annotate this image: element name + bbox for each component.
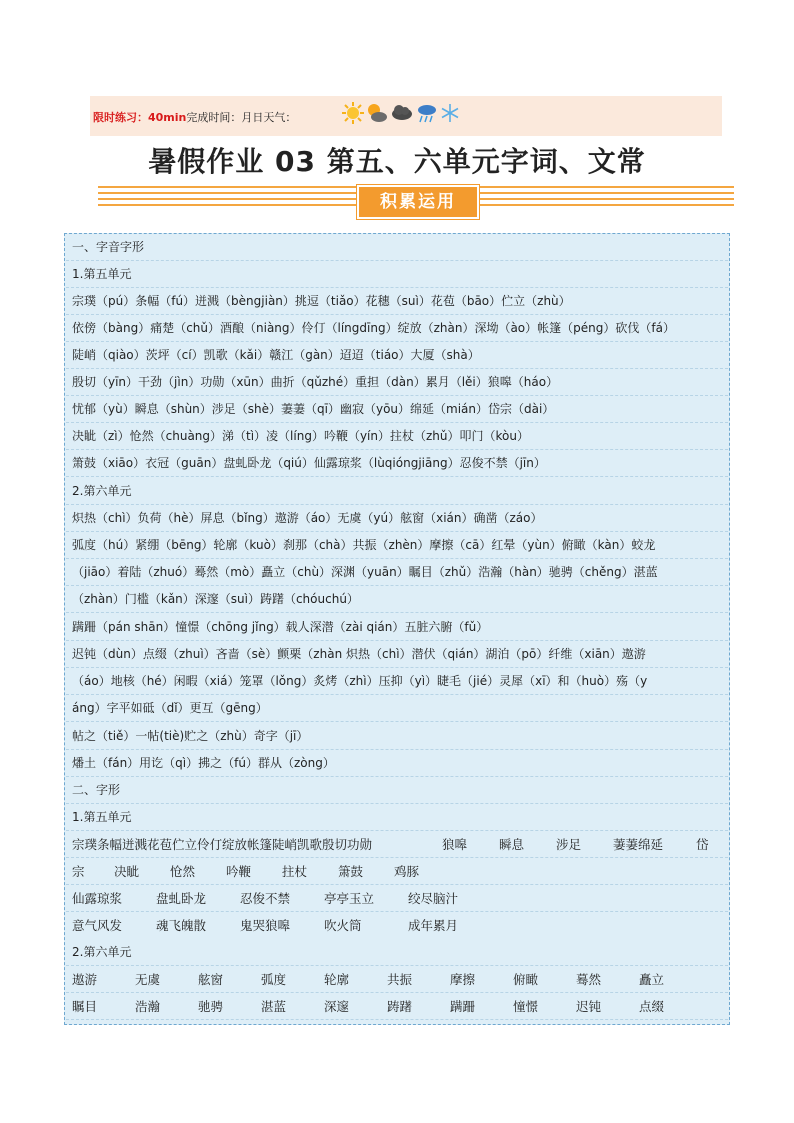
word-cell: 亭亭玉立: [324, 891, 375, 906]
row-divider: [66, 694, 728, 695]
word-cell: 忍俊不禁: [240, 891, 291, 906]
word-cell: 驰骋: [198, 999, 224, 1014]
row-divider: [66, 830, 728, 831]
word-cell: 吟鞭: [226, 864, 252, 879]
word-cell: 岱: [696, 837, 709, 852]
word-cell: 憧憬: [513, 999, 539, 1014]
word-cell: 舷窗: [198, 972, 224, 987]
row-divider: [66, 1019, 728, 1020]
word-cell: 箫鼓: [338, 864, 364, 879]
row-divider: [66, 803, 728, 804]
row-divider: [66, 531, 728, 532]
word-cell: 决眦: [114, 864, 140, 879]
word-cell: 绞尽脑汁: [408, 891, 459, 906]
row-divider: [66, 422, 728, 423]
content-line: 忧郁（yù）瞬息（shùn）涉足（shè）萋萋（qī）幽寂（yōu）绵延（mián）岱宗（dài）: [72, 402, 555, 416]
word-cell: 摩擦: [450, 972, 476, 987]
word-cell: 踌躇: [387, 999, 413, 1014]
section-label: 2.第六单元: [72, 945, 132, 959]
content-line: 陡峭（qiào）茨坪（cí）凯歌（kǎi）赣江（gàn）迢迢（tiáo）大厦（shà）: [72, 348, 480, 362]
content-line: 一、字音字形: [72, 240, 145, 254]
page-title: 暑假作业 03 第五、六单元字词、文常: [148, 145, 646, 178]
word-cell: 轮廓: [324, 972, 350, 987]
word-cell: 俯瞰: [513, 972, 539, 987]
sun-icon: [342, 102, 364, 124]
row-divider: [66, 449, 728, 450]
row-divider: [66, 287, 728, 288]
word-cell: 怆然: [170, 864, 196, 879]
row-divider: [66, 911, 728, 912]
word-cell: 成年累月: [408, 918, 459, 933]
word-cell: 拄杖: [282, 864, 308, 879]
row-divider: [66, 260, 728, 261]
row-divider: [66, 992, 728, 993]
content-line: 二、字形: [72, 783, 121, 797]
word-cell: 宗璞条幅迸溅花苞伫立伶仃绽放帐篷陡峭凯歌殷切功勋: [72, 837, 373, 852]
row-divider: [66, 667, 728, 668]
content-line: 弧度（hú）紧绷（bēng）轮廓（kuò）刹那（chà）共振（zhèn）摩擦（cā）红晕（yùn）俯瞰（kàn）蛟龙: [72, 538, 656, 552]
word-cell: 瞬息: [499, 837, 525, 852]
word-cell: 萋萋绵延: [613, 837, 664, 852]
word-cell: 共振: [387, 972, 413, 987]
row-divider: [66, 476, 728, 477]
word-cell: 遨游: [72, 972, 98, 987]
row-divider: [66, 341, 728, 342]
snow-icon: [440, 103, 460, 123]
row-divider: [66, 749, 728, 750]
word-cell: 盘虬卧龙: [156, 891, 207, 906]
row-divider: [66, 857, 728, 858]
word-cell: 弧度: [261, 972, 287, 987]
content-line: 炽热（chì）负荷（hè）屏息（bǐng）遨游（áo）无虞（yú）舷窗（xián）确凿（záo）: [72, 511, 543, 525]
content-line: 燔土（fán）用讫（qì）拂之（fú）群从（zòng）: [72, 756, 335, 770]
word-cell: 矗立: [639, 972, 665, 987]
word-cell: 浩瀚: [135, 999, 161, 1014]
word-cell: 宗: [72, 864, 85, 879]
row-divider: [66, 504, 728, 505]
row-divider: [66, 721, 728, 722]
word-cell: 深邃: [324, 999, 350, 1014]
content-line: 依傍（bàng）痛楚（chǔ）酒酿（niàng）伶仃（língdīng）绽放（zhàn）深坳（ào）帐篷（péng）砍伐（fá）: [72, 321, 675, 335]
content-line: 蹒跚（pán shān）憧憬（chōng jǐng）载人深潜（zài qián）五脏六腑（fǔ）: [72, 620, 489, 634]
content-line: 2.第六单元: [72, 484, 132, 498]
row-divider: [66, 585, 728, 586]
content-line: （áo）地核（hé）闲暇（xiá）笼罩（lǒng）炙烤（zhì）压抑（yì）睫毛（jié）灵犀（xī）和（huò）殇（y: [72, 674, 648, 688]
content-line: 箫鼓（xiāo）衣冠（guān）盘虬卧龙（qiú）仙露琼浆（lùqióngjiāng）忍俊不禁（jīn）: [72, 456, 546, 470]
word-cell: 鸡豚: [394, 864, 420, 879]
word-cell: 湛蓝: [261, 999, 287, 1014]
word-cell: 鬼哭狼嗥: [240, 918, 291, 933]
word-cell: 吹火筒: [324, 918, 362, 933]
section-badge: 积累运用: [357, 185, 479, 219]
row-divider: [66, 640, 728, 641]
row-divider: [66, 884, 728, 885]
row-divider: [66, 368, 728, 369]
row-divider: [66, 395, 728, 396]
weather-icons: [342, 99, 460, 127]
content-line: 宗璞（pú）条幅（fú）迸溅（bèngjiàn）挑逗（tiǎo）花穗（suì）花苞（bāo）伫立（zhù）: [72, 294, 571, 308]
row-divider: [66, 558, 728, 559]
word-cell: 无虞: [135, 972, 161, 987]
word-cell: 涉足: [556, 837, 582, 852]
word-cell: 魂飞魄散: [156, 918, 207, 933]
row-divider: [66, 314, 728, 315]
content-line: （jiāo）着陆（zhuó）蓦然（mò）矗立（chù）深渊（yuān）瞩目（zhǔ）浩瀚（hàn）驰骋（chěng）湛蓝: [72, 565, 658, 579]
row-divider: [66, 776, 728, 777]
sun-cloud-icon: [366, 102, 388, 124]
rain-icon: [416, 102, 438, 124]
time-limit: 限时练习：40min: [93, 111, 187, 124]
content-line: 殷切（yīn）干劲（jìn）功勋（xūn）曲折（qǔzhé）重担（dàn）累月（lěi）狼嗥（háo）: [72, 375, 559, 389]
word-cell: 点缀: [639, 999, 665, 1014]
word-cell: 瞩目: [72, 999, 98, 1014]
content-line: （zhàn）门槛（kǎn）深邃（suì）踌躇（chóuchú）: [72, 592, 359, 606]
content-line: 决眦（zì）怆然（chuàng）涕（tì）凌（líng）吟鞭（yín）拄杖（zhǔ）叩门（kòu）: [72, 429, 529, 443]
word-cell: 狼嗥: [442, 837, 468, 852]
word-cell: 蹒跚: [450, 999, 476, 1014]
row-divider: [66, 965, 728, 966]
content-line: 迟钝（dùn）点缀（zhuì）吝啬（sè）颤栗（zhàn 炽热（chì）潜伏（qián）湖泊（pō）纤维（xiān）遨游: [72, 647, 646, 661]
row-divider: [66, 612, 728, 613]
word-cell: 意气风发: [72, 918, 123, 933]
completion-time-label: 完成时间：月日天气：: [186, 111, 297, 124]
word-cell: 仙露琼浆: [72, 891, 123, 906]
content-line: 1.第五单元: [72, 267, 132, 281]
timer-label: [93, 109, 296, 125]
cloud-icon: [390, 102, 414, 124]
content-line: áng）字平如砥（dǐ）更互（gēng）: [72, 701, 268, 715]
word-cell: 蓦然: [576, 972, 602, 987]
content-line: 帖之（tiě）一帖(tiè)贮之（zhù）奇字（jī）: [72, 729, 309, 743]
word-cell: 迟钝: [576, 999, 602, 1014]
content-line: 1.第五单元: [72, 810, 132, 824]
